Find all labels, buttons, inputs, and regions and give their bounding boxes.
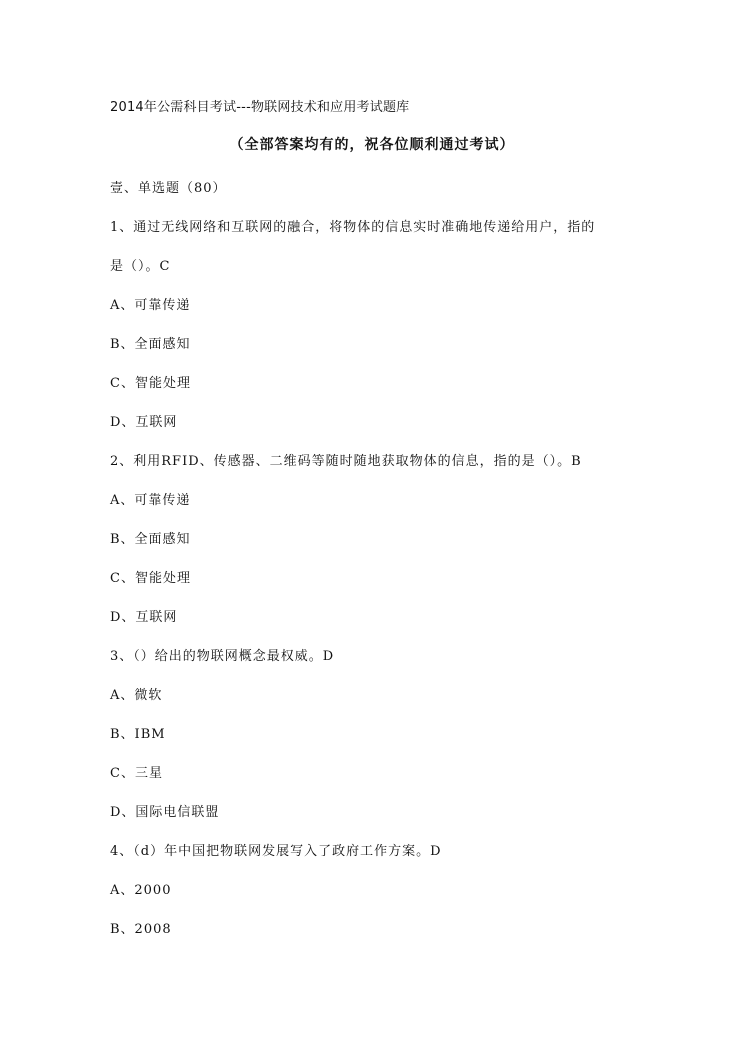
question-1-option-d: D、互联网	[110, 415, 178, 430]
question-2-stem: 2、利用RFID、传感器、二维码等随时随地获取物体的信息，指的是（）。B	[110, 454, 582, 469]
document-title: 2014年公需科目考试---物联网技术和应用考试题库	[110, 100, 410, 115]
question-3-option-a: A、微软	[110, 688, 163, 703]
question-4-option-b: B、2008	[110, 922, 172, 937]
question-3-option-b: B、IBM	[110, 727, 166, 742]
question-3-stem: 3、（）给出的物联网概念最权威。D	[110, 649, 335, 664]
question-4-stem: 4、（d）年中国把物联网发展写入了政府工作方案。D	[110, 844, 442, 859]
question-1-option-c: C、智能处理	[110, 376, 191, 391]
question-2-option-d: D、互联网	[110, 610, 178, 625]
question-1-stem-line-2: 是（）。C	[110, 259, 171, 274]
question-2-option-a: A、可靠传递	[110, 493, 191, 508]
question-4-option-a: A、2000	[110, 883, 172, 898]
document-subtitle: （全部答案均有的，祝各位顺利通过考试）	[229, 137, 515, 153]
section-heading: 壹、单选题（80）	[110, 181, 227, 196]
question-1-option-a: A、可靠传递	[110, 298, 191, 313]
question-3-option-d: D、国际电信联盟	[110, 805, 220, 820]
question-3-option-c: C、三星	[110, 766, 163, 781]
question-2-option-c: C、智能处理	[110, 571, 191, 586]
question-2-option-b: B、全面感知	[110, 532, 191, 547]
question-1-stem-line-1: 1、通过无线网络和互联网的融合，将物体的信息实时准确地传递给用户，指的	[110, 220, 596, 235]
question-1-option-b: B、全面感知	[110, 337, 191, 352]
